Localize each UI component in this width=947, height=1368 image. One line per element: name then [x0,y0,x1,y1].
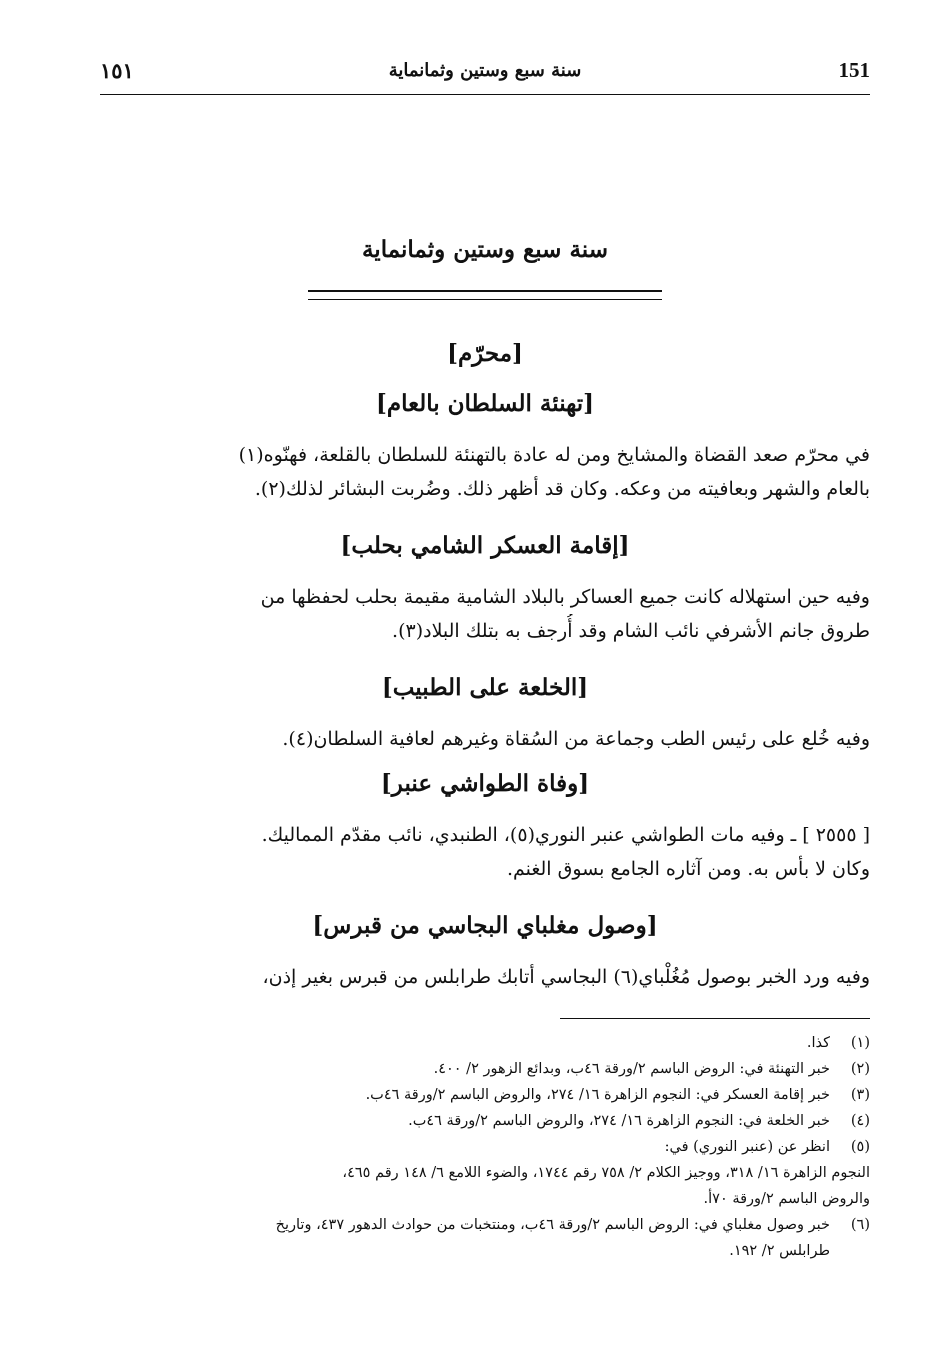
paragraph-line: وفيه خُلع على رئيس الطب وجماعة من السُقاة وغيرهم لعافية السلطان(٤). [282,728,870,750]
section-paragraph [100,438,870,506]
month-heading: [محرّم] [447,340,523,367]
section-heading: [وفاة الطواشي عنبر] [380,770,590,797]
footnote-line: انظر عن (عنبر النوري) في: [664,1139,830,1155]
page-number-latin: 151 [838,58,870,82]
chapter-title: سنة سبع وستين وثمانماية [361,236,609,263]
paragraph-line: وفيه ورد الخبر بوصول مُغُلْباي(٦) البجاسي أتابك طرابلس من قبرس بغير إذن، [262,966,870,988]
footnote-line: خبر إقامة العسكر في: النجوم الزاهرة ١٦/ ٢٧٤، والروض الباسم ٢/ورقة ٤٦ب. [365,1087,830,1103]
footnote-number: (٤) [850,1113,870,1129]
footnote [100,1212,870,1264]
section-paragraph [100,818,870,886]
paragraph-line: وفيه حين استهلاله كانت جميع العساكر بالبلاد الشامية مقيمة بحلب لحفظها من [260,586,870,608]
paragraph-line: بالعام والشهر وبعافيته من وعكه. وكان قد أظهر ذلك. وضُربت البشائر لذلك(٢). [254,478,870,500]
paragraph-line: طروق جانم الأشرفي نائب الشام وقد أُرجف به بتلك البلاد(٣). [392,620,870,642]
section-heading: [تهنئة السلطان بالعام] [375,390,595,417]
header-rule [100,94,870,95]
section-paragraph [100,960,870,994]
section-paragraph [100,722,870,756]
footnote [100,1134,870,1212]
section-heading: [إقامة العسكر الشامي بحلب] [340,532,630,559]
section-heading: [وصول مغلباي البجاسي من قبرس] [312,912,658,939]
footnote-rule [560,1018,870,1019]
footnote-line: خبر الخلعة في: النجوم الزاهرة ١٦/ ٢٧٤، والروض الباسم ٢/ورقة ٤٦ب. [408,1113,830,1129]
footnote-line: النجوم الزاهرة ١٦/ ٣١٨، ووجيز الكلام ٢/ ٧٥٨ رقم ١٧٤٤، والضوء اللامع ٦/ ١٤٨ رقم ٤٦٥، [342,1165,870,1181]
footnote-number: (٥) [850,1139,870,1155]
running-header [100,58,870,92]
paragraph-line: في محرّم صعد القضاة والمشايخ ومن له عادة بالتهنئة للسلطان بالقلعة، فهنّوه(١) [238,444,870,466]
section-heading: [الخلعة على الطبيب] [381,674,589,701]
footnote [100,1030,870,1056]
paragraph-line: [ ٢٥٥٥ ] ـ وفيه مات الطواشي عنبر النوري(٥)، الطنبدي، نائب مقدّم المماليك. [261,824,870,846]
chapter-double-rule [308,290,662,300]
footnote-line: كذا. [806,1035,830,1051]
footnote-number: (٦) [850,1217,870,1233]
paragraph-line: وكان لا بأس به. ومن آثاره الجامع بسوق الغنم. [506,858,870,880]
footnote-line: طرابلس ٢/ ١٩٢. [729,1243,830,1259]
footnotes [100,1030,870,1264]
running-title: سنة سبع وستين وثمانماية [388,60,582,81]
footnote-line: خبر التهنئة في: الروض الباسم ٢/ورقة ٤٦ب، وبدائع الزهور ٢/ ٤٠٠. [433,1061,830,1077]
footnote [100,1082,870,1108]
footnote-number: (٣) [850,1087,870,1103]
section-paragraph [100,580,870,648]
footnote-number: (٢) [850,1061,870,1077]
footnote-line: خبر وصول مغلباي في: الروض الباسم ٢/ورقة ٤٦ب، ومنتخبات من حوادث الدهور ٤٣٧، وتاريخ [275,1217,830,1233]
footnote [100,1108,870,1134]
footnote-line: والروض الباسم ٢/ورقة ٧٠أ. [703,1191,870,1207]
page-number-arabic: ١٥١ [100,58,134,83]
footnote-number: (١) [850,1035,870,1051]
footnote [100,1056,870,1082]
